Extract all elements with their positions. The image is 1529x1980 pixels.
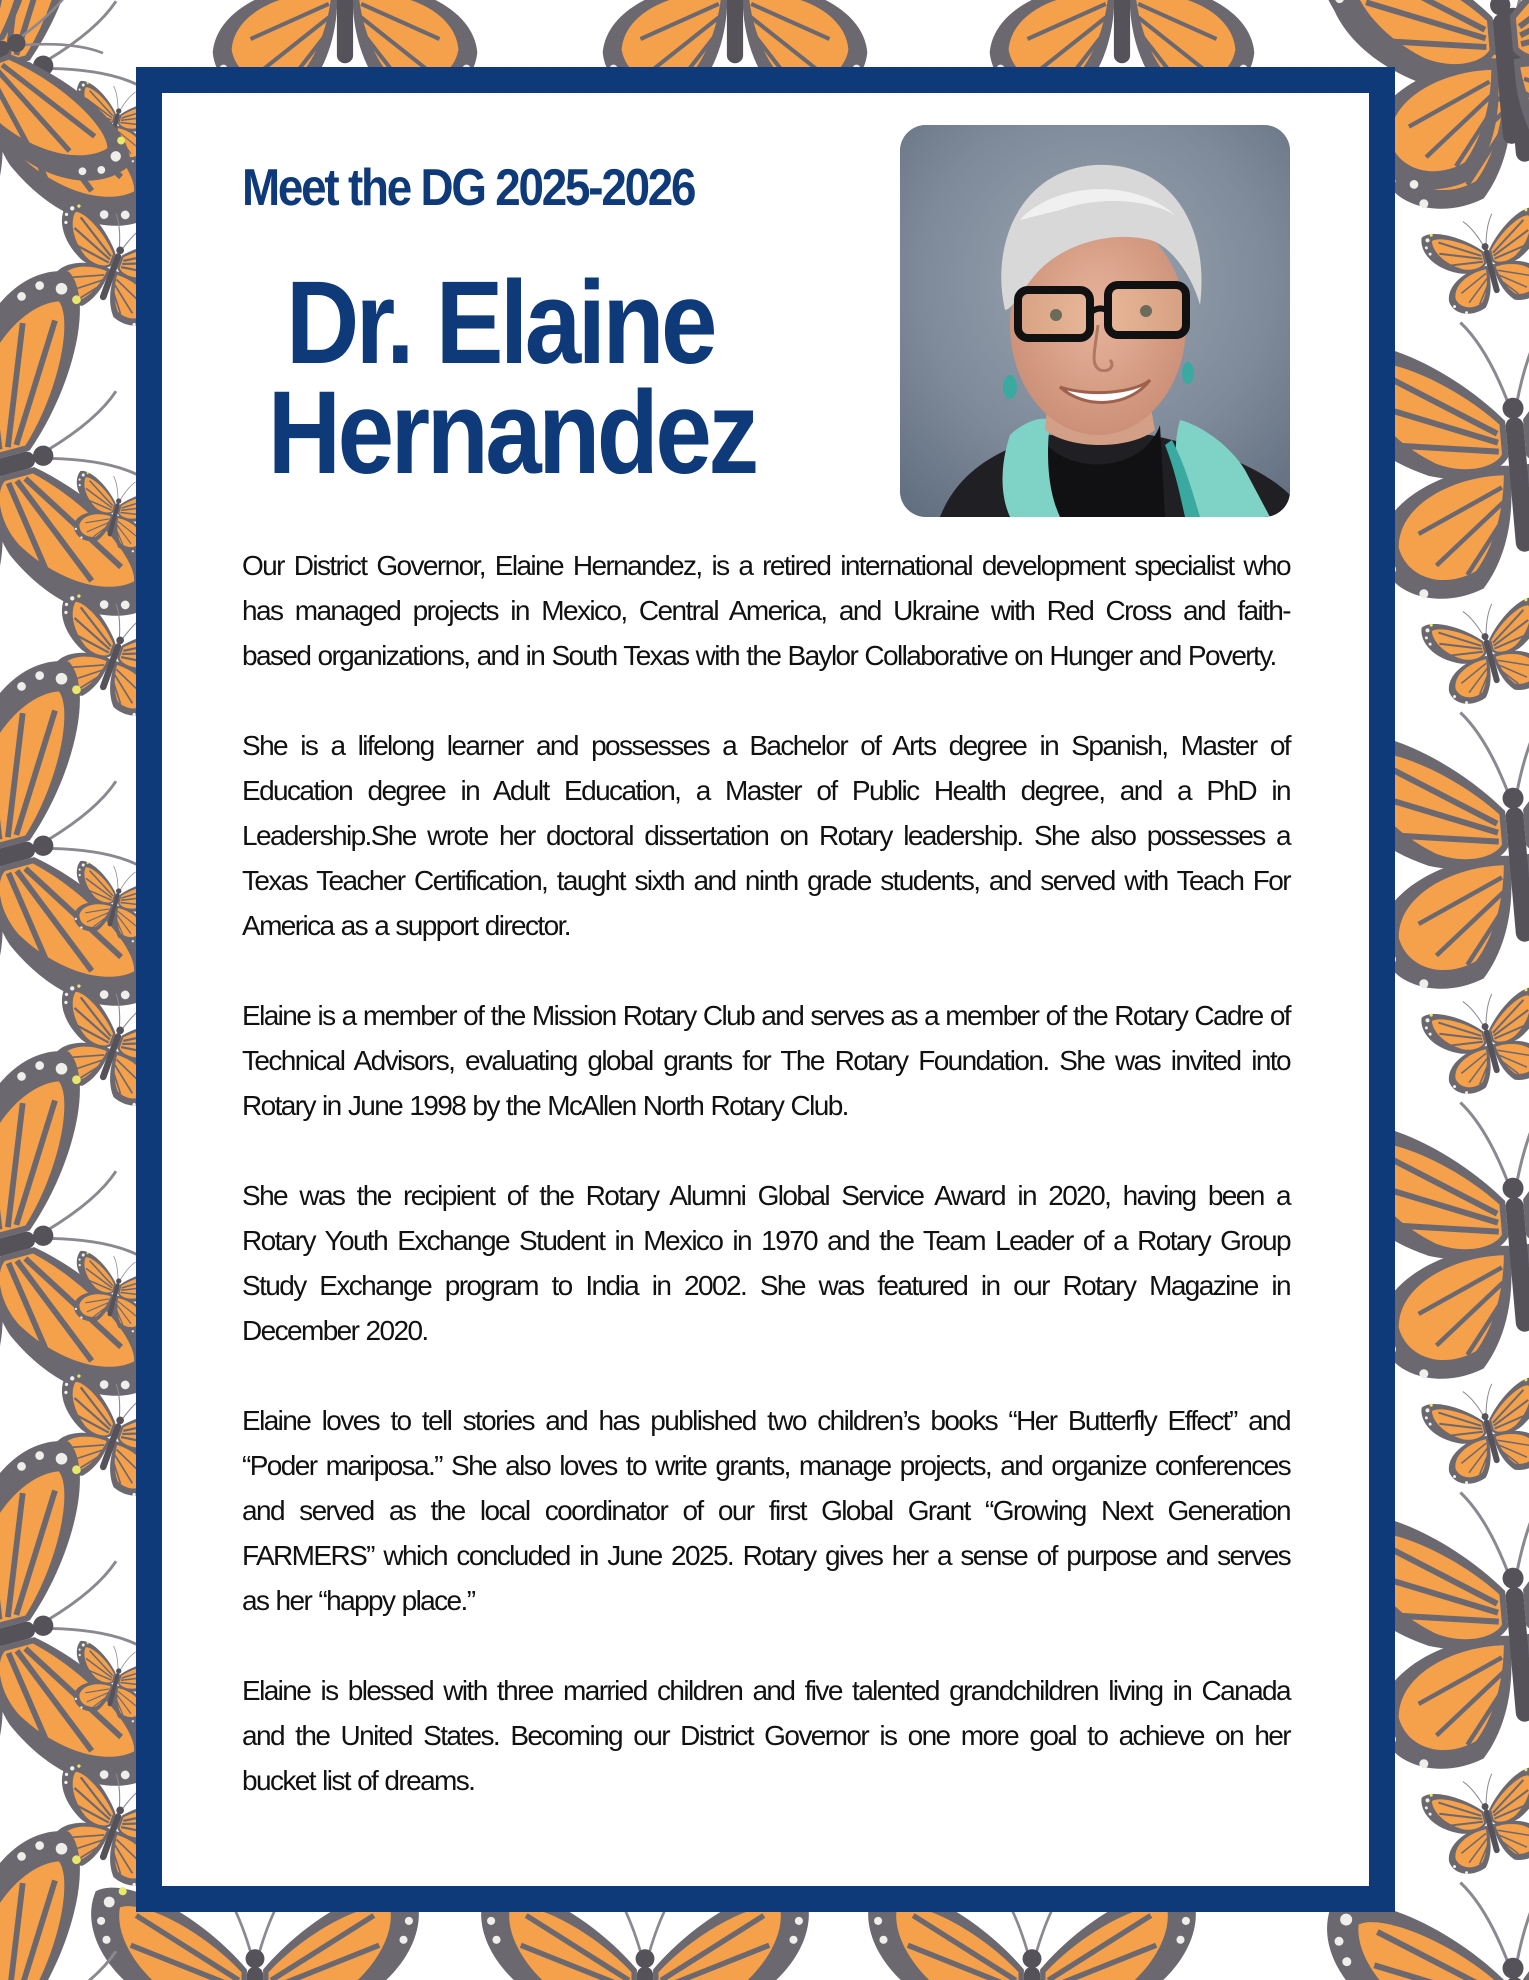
title-line-2: Hernandez [267,367,756,499]
bio-paragraph-6: Elaine is blessed with three married children and five talented grandchildren living in Canada and the United States. Becoming our District Governor is one more goal to achieve on her bucket list of dreams. [242,1675,1290,1796]
bio-paragraph-3: Elaine is a member of the Mission Rotary Club and serves as a member of the Rotary Cadre of Technical Advisors, evaluating global grants for The Rotary Foundation. She was invited into Rotary in June 1998 by the McAllen North Rotary Club. [242,1000,1290,1121]
bio-text [242,543,1290,1803]
butterfly-icon [1419,982,1529,1102]
bio-paragraph-1: Our District Governor, Elaine Hernandez, is a retired international development specialist who has managed projects in Mexico, Central America, and Ukraine with Red Cross and faith-based organizations, and in South Texas with the Baylor Collaborative on Hunger and Poverty. [242,550,1290,671]
bio-paragraph-4: She was the recipient of the Rotary Alumni Global Service Award in 2020, having been a Rotary Youth Exchange Student in Mexico in 1970 and the Team Leader of a Rotary Group Study Exchange program to India in 2002. She was featured in our Rotary Magazine in December 2020. [242,1180,1290,1346]
page-title [230,257,770,499]
portrait-photo [900,125,1290,517]
title-line-1: Dr. Elaine [285,257,715,389]
butterfly-icon [1419,592,1529,712]
butterfly-icon [1419,202,1529,322]
page-subtitle: Meet the DG 2025-2026 [242,159,695,217]
butterfly-icon [1419,1762,1529,1882]
butterfly-icon [1419,1372,1529,1492]
portrait-illustration [900,125,1290,517]
bio-paragraph-5: Elaine loves to tell stories and has published two children’s books “Her Butterfly Effect” and “Poder mariposa.” She also loves to write grants, manage projects, and organize conferences and served as the local coordinator of our first Global Grant “Growing Next Generation FARMERS” which concluded in June 2025. Rotary gives her a sense of purpose and serves as her “happy place.” [242,1405,1290,1616]
bio-paragraph-2: She is a lifelong learner and possesses a Bachelor of Arts degree in Spanish, Master of Education degree in Adult Education, a Master of Public Health degree, and a PhD in Leadership.She wrote her doctoral dissertation on Rotary leadership. She also possesses a Texas Teacher Certification, taught sixth and ninth grade students, and served with Teach For America as a support director. [242,730,1290,941]
